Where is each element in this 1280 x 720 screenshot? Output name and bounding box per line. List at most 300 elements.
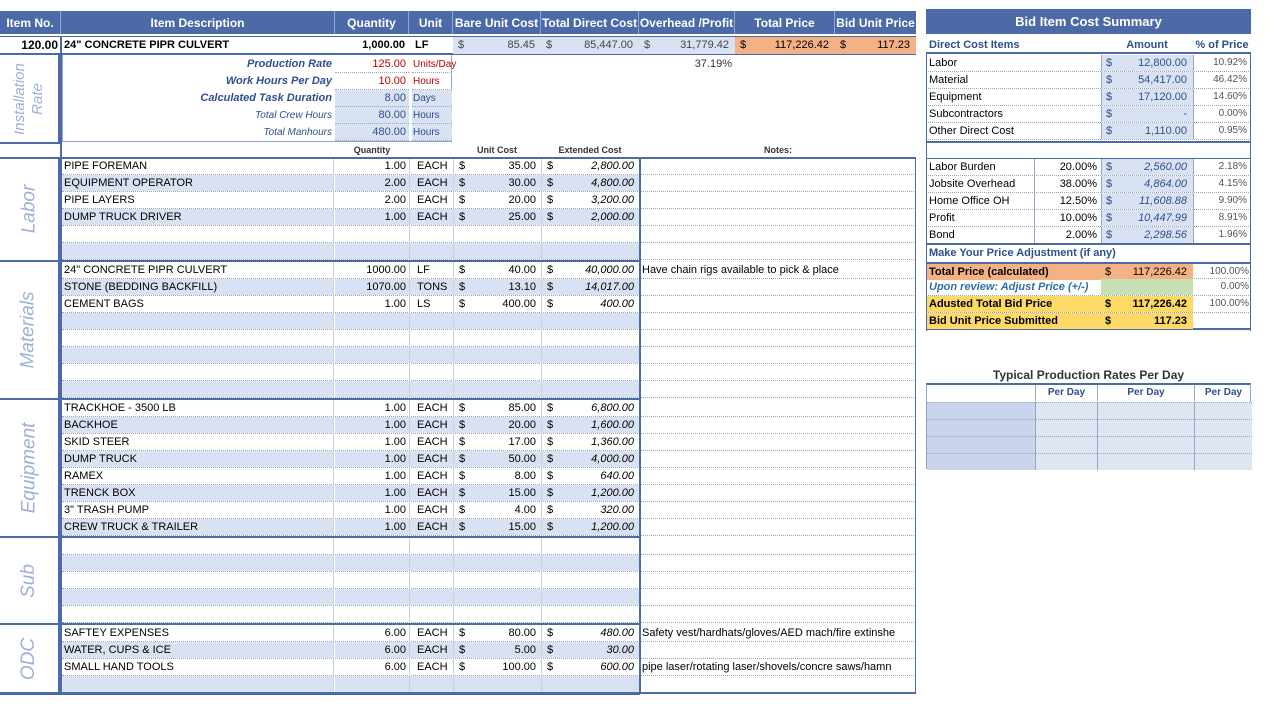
bid-unit-price-label: Bid Unit Price Submitted [926,313,1101,329]
row-description[interactable]: 3" TRASH PUMP [64,504,149,516]
row-description[interactable]: SAFTEY EXPENSES [64,627,169,639]
row-description[interactable] [62,538,334,554]
row-quantity[interactable] [335,313,409,329]
row-description[interactable]: TRACKHOE - 3500 LB [64,402,176,414]
install-value: 480.00 [335,124,409,141]
grid-line [409,158,410,260]
row-unit[interactable]: LF [417,264,430,276]
row-unit[interactable] [409,313,453,329]
row-unit[interactable]: EACH [409,209,453,225]
row-unit-cost[interactable]: $ 17.00 [459,436,536,448]
row-description[interactable]: 24" CONCRETE PIPR CULVERT [64,264,228,276]
production-cell[interactable] [1194,436,1252,453]
row-quantity[interactable] [335,555,409,571]
summary-label: Subcontractors [929,108,1003,120]
section-divider [0,157,916,159]
item-quantity-cell[interactable]: 1,000.00 [362,39,405,51]
row-note[interactable]: pipe laser/rotating laser/shovels/concre saws/hamn [642,661,892,673]
grid-line [333,538,334,623]
row-unit-cost[interactable]: $ 50.00 [453,451,541,467]
row-unit[interactable]: EACH [409,485,453,501]
row-unit-cost[interactable]: $ 80.00 [459,627,536,639]
row-unit[interactable]: EACH [417,436,448,448]
summary-label: Labor [929,57,958,69]
production-cell[interactable] [1194,453,1252,470]
item-overhead-profit-cell: $ 31,779.42 [639,37,735,54]
production-cell[interactable] [1097,436,1194,453]
grid-line [333,262,334,398]
row-unit-cost[interactable]: $ 13.10 [453,279,541,295]
row-extended-cost: $ 480.00 [547,627,634,639]
bid-unit-price-amount: $ 117.23 [1101,313,1193,329]
row-quantity[interactable] [335,243,409,259]
row-description[interactable] [62,347,334,363]
row-unit-cost[interactable]: $ 5.00 [453,642,541,658]
row-unit[interactable]: EACH [417,627,448,639]
table-row [62,381,916,398]
summary-pct: 14.60% [1193,89,1249,105]
row-description[interactable] [62,364,334,380]
grid-line [453,625,454,693]
row-quantity[interactable]: 1.00 [335,519,409,535]
row-note[interactable] [641,606,916,622]
table-row [62,417,916,434]
row-description[interactable]: STONE (BEDDING BACKFILL) [62,279,334,295]
row-unit-cost[interactable]: $ 40.00 [459,264,536,276]
row-quantity[interactable]: 1.00 [335,209,409,225]
row-unit-cost[interactable]: $ 85.00 [459,402,536,414]
subheader-extended-cost: Extended Cost [558,145,622,155]
subheader-unit-cost: Unit Cost [477,145,517,155]
row-unit[interactable]: EACH [417,661,448,673]
row-unit[interactable] [409,381,453,397]
production-cell[interactable] [927,419,1035,436]
production-cell[interactable] [1097,402,1194,419]
section-label-labor: Labor [0,158,60,262]
table-row [62,434,916,451]
summary-divider [926,141,1251,143]
row-extended-cost: $ 2,000.00 [541,209,639,225]
row-description[interactable] [62,589,334,605]
adjust-title: Make Your Price Adjustment (if any) [929,247,1116,259]
install-value[interactable]: 10.00 [335,73,409,90]
summary-rate[interactable]: 2.00% [1034,227,1101,243]
summary-pct: 2.18% [1193,159,1249,175]
table-row [62,659,916,676]
row-note[interactable] [641,192,916,208]
row-extended-cost [541,676,639,692]
table-row [62,625,916,642]
row-unit[interactable]: EACH [417,160,448,172]
install-label: Total Crew Hours [255,110,332,121]
row-extended-cost: $ 600.00 [547,661,634,673]
row-description[interactable]: WATER, CUPS & ICE [62,642,334,658]
row-unit[interactable]: EACH [417,402,448,414]
row-unit[interactable] [409,364,453,380]
install-value: 80.00 [335,107,409,124]
installation-rate-label: Installation Rate [0,55,60,144]
row-note[interactable]: Have chain rigs available to pick & place [642,264,839,276]
row-unit-cost[interactable] [453,381,541,397]
row-unit-cost[interactable]: $ 35.00 [459,160,536,172]
adjusted-total-amount: $ 117,226.42 [1101,296,1193,312]
row-unit[interactable]: EACH [417,194,448,206]
row-note[interactable] [641,313,916,329]
col-header-total-direct-cost: Total Direct Cost [541,11,639,34]
section-label-sub: Sub [0,538,60,625]
grid-line [541,538,542,623]
row-note[interactable] [641,330,916,346]
production-cell[interactable] [1097,453,1194,470]
row-extended-cost: $ 4,800.00 [541,175,639,191]
row-unit[interactable] [409,243,453,259]
row-note[interactable] [641,451,916,467]
row-unit-cost[interactable]: $ 20.00 [453,417,541,433]
item-unit-cell[interactable]: LF [415,39,429,51]
row-quantity[interactable] [335,676,409,692]
row-description[interactable] [62,572,334,588]
row-extended-cost [541,313,639,329]
table-row [62,642,916,659]
row-extended-cost [541,572,639,588]
row-quantity[interactable]: 1.00 [384,402,406,414]
row-unit[interactable] [409,606,453,622]
row-extended-cost: $ 1,200.00 [541,519,639,535]
row-quantity[interactable]: 1.00 [335,485,409,501]
summary-pct: 1.96% [1193,227,1249,243]
row-description[interactable]: CREW TRUCK & TRAILER [62,519,334,535]
row-note[interactable] [641,175,916,191]
row-quantity[interactable]: 1.00 [384,470,406,482]
row-quantity[interactable]: 6.00 [335,642,409,658]
bid-unit-price-row [926,313,1251,330]
row-extended-cost: $ 4,000.00 [541,451,639,467]
row-quantity[interactable]: 1000.00 [366,264,406,276]
row-unit-cost[interactable] [453,589,541,605]
row-unit-cost[interactable]: $ 4.00 [459,504,536,516]
grid-line [409,400,410,536]
summary-pct: 46.42% [1193,72,1249,88]
row-note[interactable] [641,519,916,535]
row-note[interactable] [641,347,916,363]
row-unit-cost[interactable] [453,555,541,571]
row-quantity[interactable] [335,226,409,242]
table-row [62,572,916,589]
row-quantity[interactable]: 1.00 [335,417,409,433]
table-row [62,589,916,606]
row-unit[interactable] [409,676,453,692]
row-note[interactable]: Safety vest/hardhats/gloves/AED mach/fire extinshe [642,627,896,639]
subheader-quantity: Quantity [353,145,391,155]
table-row [62,606,916,623]
row-extended-cost: $ 6,800.00 [547,402,634,414]
production-cell[interactable] [927,436,1035,453]
row-quantity[interactable] [335,589,409,605]
row-description[interactable] [62,313,334,329]
row-quantity[interactable]: 1.00 [384,436,406,448]
summary-amount: $ 17,120.00 [1101,89,1193,105]
table-row [62,243,916,260]
summary-amount: $ 10,447.99 [1101,210,1193,226]
table-row [62,158,916,175]
row-description[interactable] [62,330,334,346]
production-cell[interactable] [927,453,1035,470]
section-label-equipment: Equipment [0,400,60,538]
grid-line [0,692,916,694]
row-quantity[interactable] [335,381,409,397]
row-quantity[interactable]: 6.00 [384,661,406,673]
grid-line [333,625,334,693]
row-unit[interactable]: EACH [409,451,453,467]
summary-label: Equipment [929,91,982,103]
grid-line [60,36,62,693]
summary-col-direct: Direct Cost Items [929,39,1020,51]
grid-line [409,538,410,623]
production-cell[interactable] [1035,419,1097,436]
col-header-overhead-profit: Overhead /Profit [639,11,735,34]
row-note[interactable] [641,485,916,501]
row-unit-cost[interactable] [453,676,541,692]
install-label: Production Rate [247,58,332,70]
install-value[interactable]: 125.00 [335,56,409,73]
summary-border [1250,54,1251,331]
production-col-header: Per Day [1035,385,1097,401]
row-quantity[interactable] [335,347,409,363]
adjust-price-input[interactable] [1101,279,1193,295]
summary-rate[interactable]: 20.00% [1034,159,1101,175]
summary-pct: 8.91% [1193,210,1249,226]
production-cell[interactable] [1097,419,1194,436]
row-note[interactable] [641,589,916,605]
row-unit[interactable]: TONS [409,279,453,295]
install-label: Work Hours Per Day [225,75,332,87]
table-row [62,555,916,572]
row-note[interactable] [641,417,916,433]
row-unit[interactable] [409,226,453,242]
summary-label: Labor Burden [929,161,996,173]
row-description[interactable]: SMALL HAND TOOLS [64,661,174,673]
row-unit-cost[interactable]: $ 25.00 [453,209,541,225]
production-cell[interactable] [1194,419,1252,436]
summary-col-amount: Amount [1126,39,1168,51]
production-rates-title: Typical Production Rates Per Day [992,368,1185,382]
total-calculated-row [926,262,1251,279]
row-unit[interactable]: EACH [409,417,453,433]
row-unit-cost[interactable] [453,572,541,588]
row-note[interactable] [641,381,916,397]
row-note[interactable] [641,555,916,571]
production-cell[interactable] [927,402,1035,419]
col-header-item-no: Item No. [0,11,61,34]
row-unit[interactable]: EACH [409,175,453,191]
row-unit-cost[interactable] [453,226,541,242]
row-note[interactable] [641,434,916,450]
row-description[interactable] [62,243,334,259]
row-description[interactable]: CEMENT BAGS [64,298,144,310]
row-unit[interactable] [409,572,453,588]
col-header-quantity: Quantity [335,11,409,34]
row-quantity[interactable]: 1.00 [384,504,406,516]
row-unit-cost[interactable]: $ 8.00 [459,470,536,482]
table-row [62,468,916,485]
table-row [62,175,916,192]
row-unit-cost[interactable] [453,313,541,329]
row-note[interactable] [641,364,916,380]
row-quantity[interactable] [335,330,409,346]
row-unit[interactable]: EACH [409,642,453,658]
production-cell[interactable] [1035,402,1097,419]
row-extended-cost: $ 1,200.00 [541,485,639,501]
row-description[interactable]: PIPE LAYERS [64,194,135,206]
summary-amount: $ - [1101,106,1193,122]
row-unit[interactable] [409,555,453,571]
row-quantity[interactable]: 1.00 [384,298,406,310]
row-extended-cost [541,555,639,571]
row-description[interactable]: RAMEX [64,470,104,482]
row-note[interactable] [641,572,916,588]
summary-amount: $ 12,800.00 [1101,55,1193,71]
row-description[interactable]: TRENCK BOX [62,485,334,501]
row-note[interactable] [641,468,916,484]
col-header-unit: Unit [409,11,453,34]
row-description[interactable] [62,676,334,692]
production-cell[interactable] [1035,436,1097,453]
row-note[interactable] [641,400,916,416]
row-description[interactable]: PIPE FOREMAN [64,160,148,172]
row-description[interactable] [62,381,334,397]
install-label: Calculated Task Duration [200,92,332,104]
row-unit-cost[interactable]: $ 400.00 [459,298,536,310]
row-description[interactable] [62,226,334,242]
row-unit[interactable]: EACH [417,470,448,482]
grid-line [541,262,542,398]
production-cell[interactable] [1035,453,1097,470]
adjust-price-label: Upon review: Adjust Price (+/-) [929,281,1089,293]
row-unit-cost[interactable] [453,364,541,380]
row-quantity[interactable]: 1.00 [335,451,409,467]
row-note[interactable] [641,209,916,225]
grid-line [541,400,542,536]
row-quantity[interactable]: 6.00 [384,627,406,639]
row-note[interactable] [641,296,916,312]
table-row [62,226,916,243]
row-unit-cost[interactable] [453,606,541,622]
row-unit-cost[interactable] [453,243,541,259]
row-unit[interactable] [409,330,453,346]
row-quantity[interactable] [335,364,409,380]
row-unit[interactable]: EACH [409,519,453,535]
row-unit[interactable]: LS [417,298,431,310]
summary-border [926,54,927,331]
row-unit-cost[interactable] [453,330,541,346]
row-unit[interactable] [409,538,453,554]
summary-rate[interactable]: 10.00% [1034,210,1101,226]
row-description[interactable]: SKID STEER [64,436,130,448]
row-note[interactable] [641,642,916,658]
row-description[interactable] [62,555,334,571]
row-note[interactable] [641,158,916,174]
row-description[interactable]: EQUIPMENT OPERATOR [62,175,334,191]
row-quantity[interactable]: 2.00 [384,194,406,206]
row-unit-cost[interactable]: $ 20.00 [459,194,536,206]
table-row [62,502,916,519]
row-note[interactable] [641,676,916,692]
row-extended-cost [541,381,639,397]
grid-line [453,400,454,536]
row-unit-cost[interactable]: $ 15.00 [453,519,541,535]
summary-amount: $ 11,608.88 [1101,193,1193,209]
col-header-bid-unit-price: Bid Unit Price [835,11,916,34]
item-bare-unit-cost-cell: $ 85.45 [453,37,541,54]
adjust-price-row [926,279,1251,296]
summary-amount: $ 54,417.00 [1101,72,1193,88]
row-note[interactable] [641,502,916,518]
summary-label: Home Office OH [929,195,1010,207]
row-quantity[interactable] [335,572,409,588]
item-no-cell[interactable]: 120.00 [21,38,58,52]
row-quantity[interactable] [335,538,409,554]
row-quantity[interactable]: 1.00 [384,160,406,172]
row-extended-cost: $ 3,200.00 [547,194,634,206]
row-quantity[interactable] [335,606,409,622]
row-unit[interactable]: EACH [417,504,448,516]
item-description-cell[interactable]: 24" CONCRETE PIPR CULVERT [64,39,230,51]
row-description[interactable]: DUMP TRUCK [62,451,334,467]
adjusted-total-label: Adusted Total Bid Price [926,296,1101,312]
install-value: 8.00 [335,90,409,107]
row-unit-cost[interactable] [453,347,541,363]
row-quantity[interactable]: 1070.00 [335,279,409,295]
row-description[interactable]: BACKHOE [62,417,334,433]
install-label: Total Manhours [263,127,332,138]
row-unit-cost[interactable]: $ 100.00 [459,661,536,673]
section-label-odc: ODC [0,625,60,695]
grid-line [915,157,916,693]
row-unit-cost[interactable] [453,538,541,554]
production-cell[interactable] [1194,402,1252,419]
grid-line [333,400,334,536]
summary-pct: 0.95% [1193,123,1249,139]
row-note[interactable] [641,538,916,554]
row-note[interactable] [641,243,916,259]
summary-label: Material [929,74,969,86]
row-unit[interactable] [409,589,453,605]
row-unit-cost[interactable]: $ 30.00 [453,175,541,191]
row-description[interactable]: DUMP TRUCK DRIVER [62,209,334,225]
col-header-bare-unit-cost: Bare Unit Cost [453,11,541,34]
table-row [62,364,916,381]
table-row [62,330,916,347]
row-unit[interactable] [409,347,453,363]
row-extended-cost: $ 30.00 [541,642,639,658]
grid-line [409,262,410,398]
table-row [62,262,916,279]
row-note[interactable] [641,226,916,242]
row-quantity[interactable]: 2.00 [335,175,409,191]
install-unit: Days [412,90,452,107]
row-extended-cost [541,589,639,605]
summary-rate[interactable]: 12.50% [1034,193,1101,209]
row-note[interactable] [641,279,916,295]
item-total-price-cell: $ 117,226.42 [735,37,835,54]
row-description[interactable] [62,606,334,622]
summary-rate[interactable]: 38.00% [1034,176,1101,192]
col-header-total-price: Total Price [735,11,835,34]
item-total-direct-cost-cell: $ 85,447.00 [541,37,639,54]
row-unit-cost[interactable]: $ 15.00 [453,485,541,501]
summary-indirect-row [926,227,1251,244]
summary-indirect-row [926,193,1251,210]
